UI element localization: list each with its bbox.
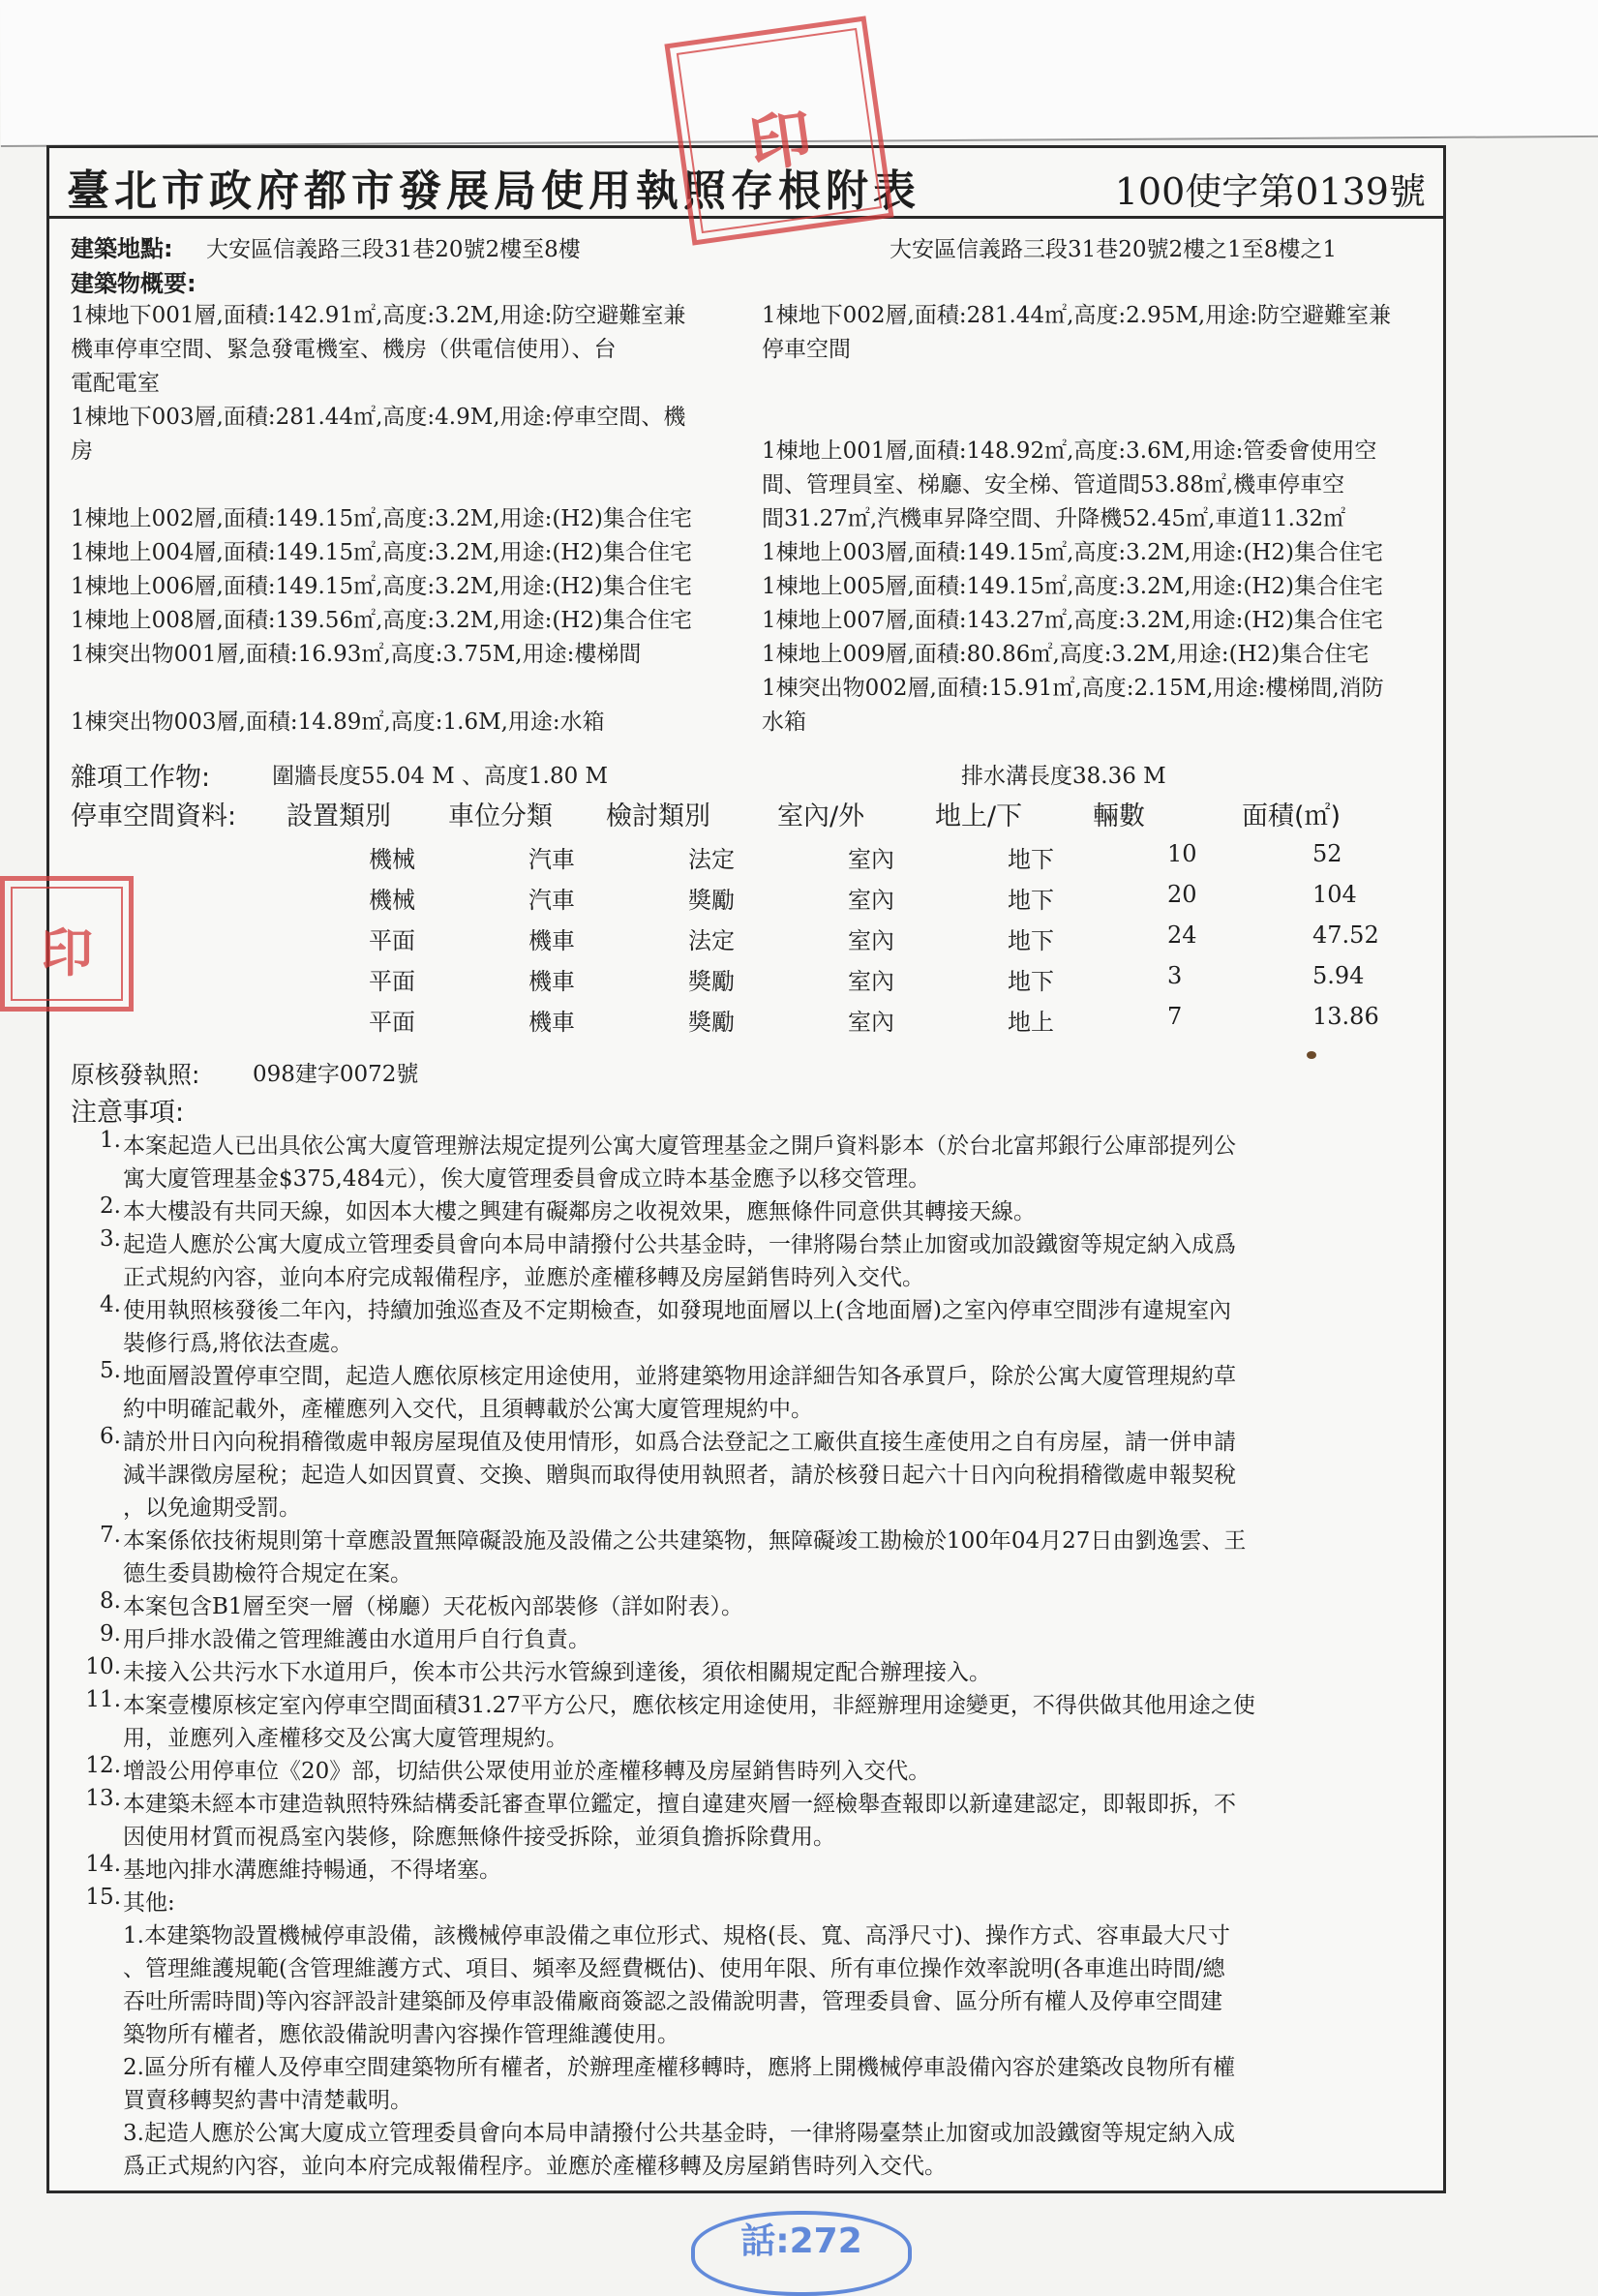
note-line: 未接入公共污水下水道用戶，俟本市公共污水管線到達後，須依相關規定配合辦理接入。: [123, 1660, 991, 1685]
note-line: 寓大廈管理基金$375,484元），俟大廈管理委員會成立時本基金應予以移交管理。: [123, 1166, 931, 1192]
overview-line: 1棟地上005層,面積:149.15㎡,高度:3.2M,用途:(H2)集合住宅: [762, 574, 1383, 599]
original-permit-value: 098建字0072號: [253, 1062, 419, 1087]
overview-line: 間31.27㎡,汽機車昇降空間、升降機52.45㎡,車道11.32㎡: [762, 506, 1346, 531]
note-line: 裝修行爲,將依法查處。: [123, 1331, 353, 1356]
parking-cell: 3: [1167, 962, 1183, 989]
note-line: 正式規約內容，並向本府完成報備程序，並應於產權移轉及房屋銷售時列入交代。: [123, 1265, 924, 1290]
note-sub-line: 買賣移轉契約書中清楚載明。: [123, 2088, 412, 2113]
parking-header-level: 地上/下: [935, 801, 1023, 831]
parking-header-count: 輛數: [1093, 801, 1145, 831]
note-line: 減半課徵房屋稅；起造人如因買賣、交換、贈與而取得使用執照者，請於核發日起六十日內向稅捐稽徵處申報契稅: [123, 1463, 1236, 1488]
overview-line: 1棟地上003層,面積:149.15㎡,高度:3.2M,用途:(H2)集合住宅: [762, 540, 1383, 565]
note-number: 14.: [85, 1852, 121, 1877]
note-line: 德生委員勘檢符合規定在案。: [123, 1561, 412, 1586]
parking-cell: 地下: [1008, 887, 1054, 914]
parking-cell: 10: [1167, 840, 1197, 867]
note-line: 約中明確記載外，產權應列入交代，且須轉載於公寓大廈管理規約中。: [123, 1397, 813, 1422]
red-official-seal-left: [0, 876, 134, 1012]
overview-line: 1棟突出物003層,面積:14.89㎡,高度:1.6M,用途:水箱: [71, 710, 605, 735]
misc-works-label: 雜項工作物:: [71, 763, 211, 793]
parking-cell: 室內: [848, 887, 894, 914]
note-line: 用戶排水設備之管理維護由水道用戶自行負責。: [123, 1627, 590, 1652]
parking-cell: 機械: [369, 887, 415, 914]
blue-phone-stamp: 話:272: [691, 2211, 912, 2296]
parking-cell: 獎勵: [688, 1009, 735, 1036]
overview-line: 1棟地上009層,面積:80.86㎡,高度:3.2M,用途:(H2)集合住宅: [762, 642, 1370, 667]
address-right: 大安區信義路三段31巷20號2樓之1至8樓之1: [889, 237, 1338, 262]
overview-line: 1棟突出物001層,面積:16.93㎡,高度:3.75M,用途:樓梯間: [71, 642, 642, 667]
parking-cell: 獎勵: [688, 968, 735, 995]
note-number: 3.: [100, 1226, 121, 1252]
overview-line: 1棟地上004層,面積:149.15㎡,高度:3.2M,用途:(H2)集合住宅: [71, 540, 692, 565]
parking-cell: 機械: [369, 846, 415, 873]
parking-cell: 平面: [369, 927, 415, 954]
parking-header-indoor: 室內/外: [777, 801, 865, 831]
overview-line: 1棟突出物002層,面積:15.91㎡,高度:2.15M,用途:樓梯間,消防: [762, 676, 1384, 701]
note-number: 5.: [100, 1358, 121, 1383]
overview-line: 停車空間: [762, 337, 851, 362]
parking-cell: 室內: [848, 1009, 894, 1036]
note-line: 本案包含B1層至突一層（梯廳）天花板內部裝修（詳如附表）。: [123, 1594, 744, 1619]
parking-cell: 地下: [1008, 846, 1054, 873]
overview-right-column: [762, 299, 1439, 740]
note-line: 因使用材質而視爲室內裝修，除應無條件接受拆除，並須負擔拆除費用。: [123, 1825, 835, 1850]
document-title: 臺北市政府都市發展局使用執照存根附表: [67, 166, 920, 216]
overview-line: 1棟地上001層,面積:148.92㎡,高度:3.6M,用途:管委會使用空: [762, 438, 1377, 464]
overview-line: 1棟地下003層,面積:281.44㎡,高度:4.9M,用途:停車空間、機: [71, 405, 686, 430]
note-line: 增設公用停車位《20》部，切結供公眾使用並於產權移轉及房屋銷售時列入交代。: [123, 1759, 931, 1784]
parking-cell: 47.52: [1312, 921, 1379, 949]
parking-cell: 平面: [369, 1009, 415, 1036]
ink-spot: [1307, 1051, 1316, 1059]
overview-line: [71, 468, 787, 502]
note-line: 用，並應列入產權移交及公寓大廈管理規約。: [123, 1726, 568, 1751]
form-frame: [46, 145, 1446, 2193]
note-number: 8.: [100, 1588, 121, 1614]
parking-header-review: 檢討類別: [606, 801, 710, 831]
note-number: 2.: [100, 1193, 121, 1219]
note-sub-line: 1.本建築物設置機械停車設備，該機械停車設備之車位形式、規格(長、寬、高淨尺寸)、操作方式、容車最大尺寸: [123, 1923, 1230, 1949]
address-label: 建築地點:: [71, 235, 173, 262]
parking-cell: 法定: [688, 846, 735, 873]
parking-cell: 室內: [848, 846, 894, 873]
overview-line: 1棟地下001層,面積:142.91㎡,高度:3.2M,用途:防空避難室兼: [71, 303, 686, 328]
parking-cell: 汽車: [528, 887, 575, 914]
note-line: 本案壹樓原核定室內停車空間面積31.27平方公尺，應依核定用途使用，非經辦理用途變更，不得供做其他用途之使: [123, 1693, 1255, 1718]
seal-top-glyph: 印: [744, 101, 817, 182]
note-line: 本案起造人已出具依公寓大廈管理辦法規定提列公寓大廈管理基金之開戶資料影本（於台北富邦銀行公庫部提列公: [123, 1133, 1236, 1159]
note-sub-line: 吞吐所需時間)等內容評設計建築師及停車設備廠商簽認之設備說明書，管理委員會、區分所有權人及停車空間建: [123, 1989, 1222, 2014]
note-sub-line: 、管理維護規範(含管理維護方式、項目、頻率及經費概估)、使用年限、所有車位操作效率說明(各車進出時間/總: [123, 1956, 1225, 1981]
seal-left-glyph: 印: [41, 921, 93, 983]
overview-line: 1棟地下002層,面積:281.44㎡,高度:2.95M,用途:防空避難室兼: [762, 303, 1391, 328]
parking-cell: 地下: [1008, 968, 1054, 995]
note-line: 地面層設置停車空間，起造人應依原核定用途使用，並將建築物用途詳細告知各承買戶，除於公寓大廈管理規約草: [123, 1364, 1236, 1389]
overview-line: [762, 401, 1439, 435]
overview-label: 建築物概要:: [71, 270, 196, 297]
parking-cell: 5.94: [1312, 962, 1365, 989]
note-number: 15.: [85, 1885, 121, 1910]
parking-cell: 20: [1167, 881, 1197, 908]
note-sub-line: 爲正式規約內容，並向本府完成報備程序。並應於產權移轉及房屋銷售時列入交代。: [123, 2154, 947, 2179]
parking-cell: 地下: [1008, 927, 1054, 954]
parking-cell: 機車: [528, 1009, 575, 1036]
overview-line: 水箱: [762, 710, 806, 735]
note-line: 請於卅日內向稅捐稽徵處申報房屋現值及使用情形，如爲合法登記之工廠供直接生產使用之自有房屋，請一併申請: [123, 1430, 1236, 1455]
overview-line: 1棟地上002層,面積:149.15㎡,高度:3.2M,用途:(H2)集合住宅: [71, 506, 692, 531]
parking-cell: 獎勵: [688, 887, 735, 914]
note-sub-line: 築物所有權者，應依設備說明書內容操作管理維護使用。: [123, 2022, 679, 2047]
note-number: 4.: [100, 1292, 121, 1317]
parking-cell: 室內: [848, 927, 894, 954]
misc-works-wall: 圍牆長度55.04 M 、高度1.80 M: [272, 764, 609, 789]
parking-cell: 平面: [369, 968, 415, 995]
note-number: 10.: [85, 1654, 121, 1679]
parking-cell: 24: [1167, 921, 1197, 949]
note-number: 13.: [85, 1786, 121, 1811]
note-number: 7.: [100, 1523, 121, 1548]
parking-header-area: 面積(㎡): [1242, 801, 1342, 831]
note-line: 其他:: [123, 1890, 175, 1916]
note-line: 本建築未經本市建造執照特殊結構委託審查單位鑑定，擅自違建夾層一經檢舉查報即以新違建認定，即報即拆，不: [123, 1792, 1236, 1817]
misc-works-drain: 排水溝長度38.36 M: [961, 764, 1166, 789]
parking-cell: 機車: [528, 968, 575, 995]
overview-line: 間、管理員室、梯廳、安全梯、管道間53.88㎡,機車停車空: [762, 472, 1345, 498]
note-line: 本案係依技術規則第十章應設置無障礙設施及設備之公共建築物，無障礙竣工勘檢於100年04月27日由劉逸雲、王: [123, 1528, 1247, 1554]
overview-line: 房: [71, 438, 93, 464]
note-line: ，以免逾期受罰。: [123, 1495, 301, 1521]
address-left: 大安區信義路三段31巷20號2樓至8樓: [206, 237, 581, 262]
red-official-seal-top: [664, 15, 893, 245]
parking-header-type: 設置類別: [286, 801, 391, 831]
note-line: 起造人應於公寓大廈成立管理委員會向本局申請撥付公共基金時，一律將陽台禁止加窗或加設鐵窗等規定納入成爲: [123, 1232, 1236, 1257]
overview-line: [762, 367, 1439, 401]
overview-line: 電配電室: [71, 371, 160, 396]
parking-cell: 室內: [848, 968, 894, 995]
parking-cell: 地上: [1008, 1009, 1054, 1036]
parking-cell: 7: [1167, 1003, 1183, 1030]
parking-cell: 52: [1312, 840, 1342, 867]
note-line: 基地內排水溝應維持暢通，不得堵塞。: [123, 1858, 501, 1883]
parking-cell: 機車: [528, 927, 575, 954]
note-line: 使用執照核發後二年內，持續加強巡查及不定期檢查，如發現地面層以上(含地面層)之室內停車空間涉有違規室內: [123, 1298, 1231, 1323]
original-permit-label: 原核發執照:: [71, 1061, 200, 1089]
overview-line: 1棟地上007層,面積:143.27㎡,高度:3.2M,用途:(H2)集合住宅: [762, 608, 1383, 633]
overview-line: 機車停車空間、緊急發電機室、機房（供電信使用）、台: [71, 337, 617, 362]
overview-line: [71, 672, 787, 706]
parking-cell: 法定: [688, 927, 735, 954]
parking-header-vehicle: 車位分類: [448, 801, 553, 831]
parking-cell: 104: [1312, 881, 1357, 908]
note-sub-line: 2.區分所有權人及停車空間建築物所有權者，於辦理產權移轉時，應將上開機械停車設備內容於建築改良物所有權: [123, 2055, 1235, 2080]
note-line: 本大樓設有共同天線，如因本大樓之興建有礙鄰房之收視效果，應無條件同意供其轉接天線。: [123, 1199, 1036, 1224]
parking-label: 停車空間資料:: [71, 801, 237, 831]
note-number: 11.: [85, 1687, 121, 1712]
parking-cell: 13.86: [1312, 1003, 1379, 1030]
overview-line: 1棟地上006層,面積:149.15㎡,高度:3.2M,用途:(H2)集合住宅: [71, 574, 692, 599]
permit-number: 100使字第0139號: [1114, 170, 1426, 213]
notes-label: 注意事項:: [71, 1098, 185, 1128]
note-number: 1.: [100, 1128, 121, 1153]
note-number: 9.: [100, 1621, 121, 1646]
parking-cell: 汽車: [528, 846, 575, 873]
note-sub-line: 3.起造人應於公寓大廈成立管理委員會向本局申請撥付公共基金時，一律將陽臺禁止加窗或加設鐵窗等規定納入成: [123, 2121, 1235, 2146]
overview-left-column: [71, 299, 787, 740]
note-number: 12.: [85, 1753, 121, 1778]
note-number: 6.: [100, 1424, 121, 1449]
overview-line: 1棟地上008層,面積:139.56㎡,高度:3.2M,用途:(H2)集合住宅: [71, 608, 692, 633]
